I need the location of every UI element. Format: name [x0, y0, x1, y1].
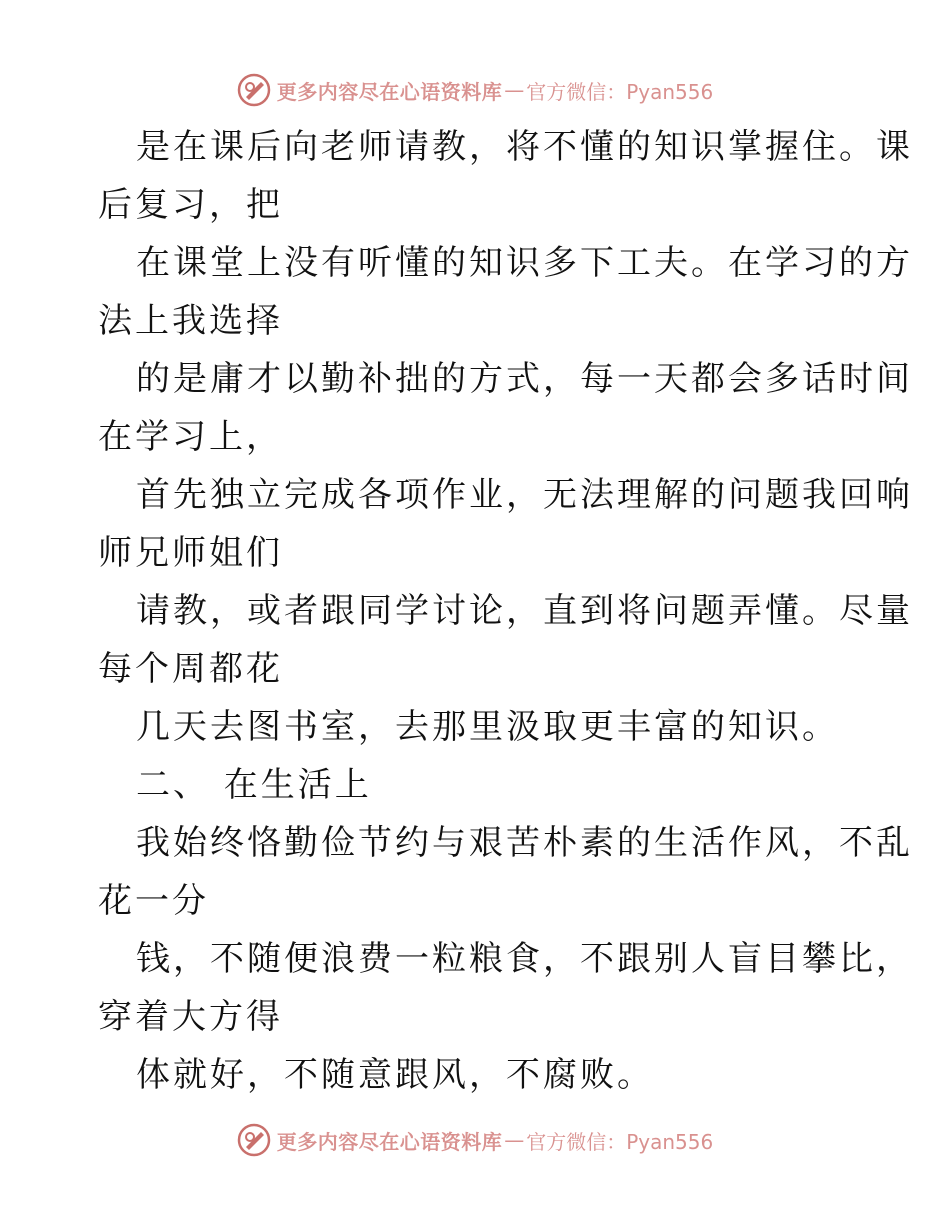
text-line: 的是庸才以勤补拙的方式，每一天都会多话时间: [136, 359, 913, 399]
text-line: 请教，或者跟同学讨论，直到将问题弄懂。尽量: [136, 591, 913, 631]
text-line: 在课堂上没有听懂的知识多下工夫。在学习的方: [136, 243, 913, 283]
text-line: 每个周都花: [98, 649, 283, 689]
text-line: 是在课后向老师请教，将不懂的知识掌握住。课: [136, 127, 913, 167]
text-line: 法上我选择: [98, 301, 283, 341]
watermark-title: 更多内容尽在心语资料库: [276, 79, 503, 104]
text-line: 几天去图书室，去那里汲取更丰富的知识。: [136, 707, 839, 747]
text-line: 后复习，把: [98, 185, 283, 225]
watermark-dash: —: [504, 78, 525, 102]
watermark-contact: 官方微信：Pyan556: [526, 1129, 714, 1154]
text-line: 钱，不随便浪费一粒粮食，不跟别人盲目攀比，: [136, 939, 913, 979]
watermark-dash: —: [504, 1128, 525, 1152]
header-watermark: [0, 70, 950, 110]
text-line: 在学习上，: [98, 417, 283, 457]
text-line: 师兄师姐们: [98, 533, 283, 573]
watermark-contact: 官方微信：Pyan556: [526, 79, 714, 104]
footer-watermark: [0, 1120, 950, 1160]
text-line: 穿着大方得: [98, 997, 283, 1037]
section-heading: 二、 在生活上: [136, 765, 372, 805]
document-body: [98, 118, 913, 1104]
text-line: 我始终恪勤俭节约与艰苦朴素的生活作风，不乱: [136, 823, 913, 863]
text-line: 体就好，不随意跟风，不腐败。: [136, 1055, 654, 1095]
logo-icon: [237, 73, 271, 107]
watermark-title: 更多内容尽在心语资料库: [276, 1129, 503, 1154]
logo-icon: [237, 1123, 271, 1157]
text-line: 花一分: [98, 881, 209, 921]
text-line: 首先独立完成各项作业，无法理解的问题我回响: [136, 475, 913, 515]
